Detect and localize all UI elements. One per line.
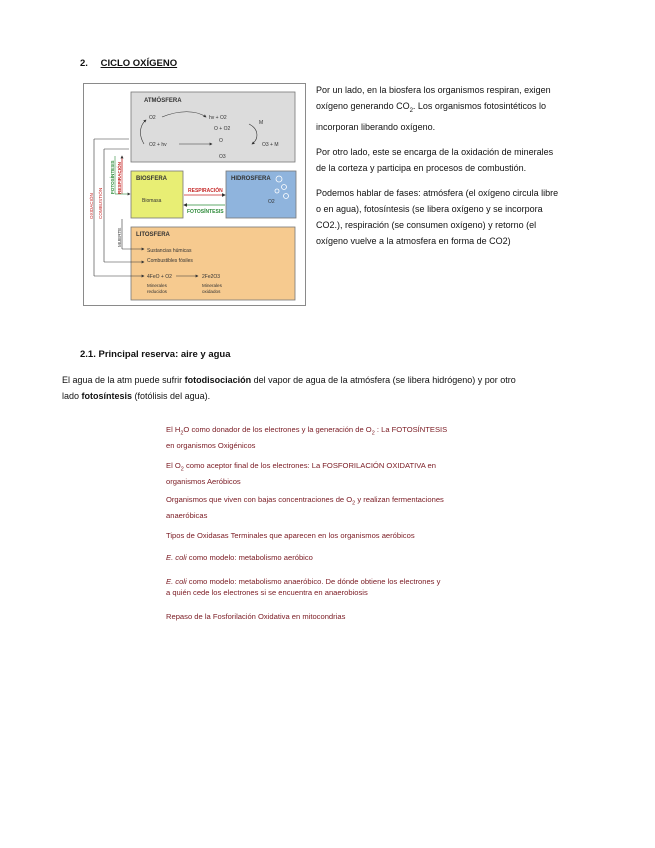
subsection-title: Principal reserva: aire y agua: [98, 349, 231, 360]
p2-line-1: Por otro lado, este se encarga de la oxidación de minerales: [316, 147, 554, 157]
atm-hv-o2: hv + O2: [209, 115, 227, 121]
paragraph-2: [316, 144, 600, 176]
atm-o-o2: O + O2: [214, 126, 231, 132]
pres-item-3: Organismos que viven con bajas concentraciones de $O_2$ y realizan fermentaciones anaeróbicas: [166, 495, 444, 520]
litosfera-label: LITOSFERA: [136, 232, 170, 238]
body-line-2: lado fotosíntesis (fotólisis del agua).: [62, 391, 211, 401]
respiracion-h-label: RESPIRACIÓN: [188, 188, 223, 194]
section-heading: [80, 58, 177, 69]
biosfera-label: BIOSFERA: [136, 176, 168, 182]
subsection-heading: [80, 349, 231, 360]
min-red-label: Minerales reducidos: [147, 283, 167, 294]
respiracion-v-label: RESPIRACIÓN: [117, 162, 122, 194]
atmosfera-label: ATMÓSFERA: [144, 98, 182, 104]
atm-o3-m: O3 + M: [262, 142, 279, 148]
hidro-o2: O2: [268, 199, 275, 205]
pres-item-5: E. coli como modelo: metabolismo aeróbico: [166, 553, 313, 562]
p1-line-3: incorporan liberando oxígeno.: [316, 121, 436, 132]
p3-line-1: Podemos hablar de fases: atmósfera (el oxígeno circula libre: [316, 188, 559, 198]
atm-o2: O2: [149, 115, 156, 121]
oxygen-cycle-diagram: [83, 83, 306, 306]
fotodisociacion-term: fotodisociación: [184, 375, 252, 385]
paragraph-3: [316, 185, 600, 249]
p3-line-3: CO2.), respiración (se consumen oxígeno) y retorno (el: [316, 220, 537, 230]
combustion-label: COMBUSTIÓN: [98, 187, 103, 219]
atm-o2-hv: O2 + hv: [149, 142, 167, 148]
p2-line-2: de la corteza y participa en procesos de combustión.: [316, 163, 527, 173]
body-line-1: El agua de la atm puede sufrir fotodisociación del vapor de agua de la atmósfera (se libera hidrógeno) y por otro: [62, 375, 516, 385]
p1-line-2: oxígeno generando $CO_2$. Los organismos fotosintéticos lo: [316, 101, 546, 114]
pres-item-2: El $O_2$ como aceptor final de los electrones: La FOSFORILACIÓN OXIDATIVA en organismos Aeróbicos: [166, 461, 436, 486]
paragraph-1: [316, 82, 600, 135]
atm-o3: O3: [219, 154, 226, 160]
feo-label: 4FeO + O2: [147, 274, 172, 280]
fotosintesis-h-label: FOTOSÍNTESIS: [187, 209, 224, 215]
section-number: 2.: [80, 58, 88, 69]
atm-o: O: [219, 138, 223, 144]
min-ox-label: Minerales oxidados: [202, 283, 222, 294]
p3-line-2: o en agua), fotosíntesis (se libera oxígeno y se incorpora: [316, 204, 543, 214]
diagram-svg: [84, 84, 305, 305]
fotosintesis-term: fotosíntesis: [81, 391, 133, 401]
p3-line-4: oxígeno vuelve a la atmosfera en forma de CO2): [316, 236, 511, 246]
oxidacion-label: OXIDACIÓN: [89, 193, 94, 219]
section-title: CICLO OXÍGENO: [100, 58, 178, 69]
fotosintesis-v-label: FOTOSÍNTESIS: [110, 160, 115, 194]
atm-m: M: [259, 120, 264, 126]
p1-line-1: Por un lado, en la biosfera los organismos respiran, exigen: [316, 85, 551, 95]
sustancias-label: Sustancias húmicas: [147, 248, 192, 254]
muerte-label: MUERTE: [117, 227, 122, 247]
pres-item-6: E. coli como modelo: metabolismo anaeróbico. De dónde obtiene los electrones y a quién cede los electrones si se encuentra en anaerobiosis: [166, 577, 441, 597]
combustibles-label: Combustibles fósiles: [147, 258, 193, 264]
fe2o3-label: 2Fe2O3: [202, 274, 221, 280]
hidrosfera-label: HIDROSFERA: [231, 176, 271, 182]
biomasa-label: Biomasa: [142, 198, 162, 204]
pres-item-7: Repaso de la Fosforilación Oxidativa en mitocondrias: [166, 612, 346, 621]
pres-item-4: Tipos de Oxidasas Terminales que aparecen en los organismos aeróbicos: [166, 531, 415, 540]
pres-item-1: El $H_2O$ como donador de los electrones y la generación de $O_2$ : La FOTOSÍNTESIS en organismos Oxigénicos: [166, 425, 448, 450]
subsection-number: 2.1.: [80, 349, 96, 360]
